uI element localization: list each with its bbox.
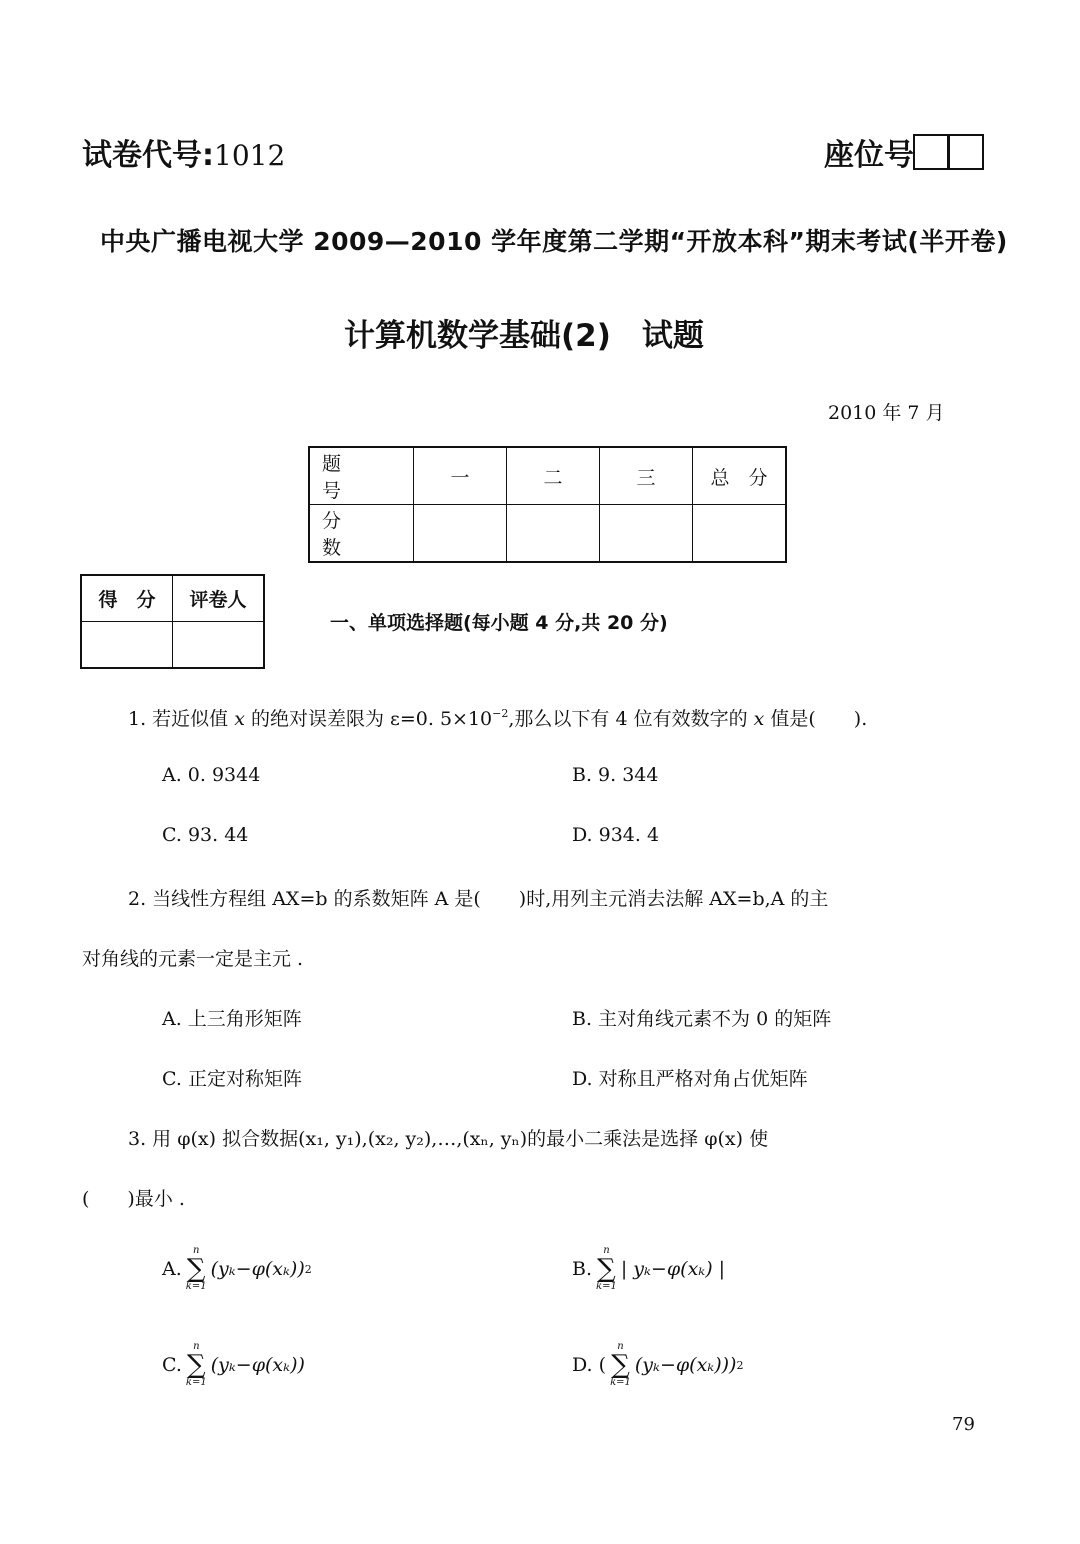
paper-code-value: 1012 [214,139,286,172]
subject-title: 计算机数学基础(2) 试题 [344,318,704,354]
q1-var-x: x [234,708,245,730]
q3-d-sup: 2 [736,1358,744,1372]
sigma-icon: n ∑ k=1 [185,1341,207,1388]
score-cell-2[interactable] [507,505,600,563]
q3-a-label: A. [162,1258,182,1280]
q3-c-label: C. [162,1354,182,1376]
q3-d-expr: (yₖ−φ(xₖ))) [634,1354,737,1376]
seat-label: 座位号 [824,138,914,173]
grader-name-label: 评卷人 [173,575,265,622]
score-table-col-1: 一 [414,447,507,505]
seat-box-2[interactable] [948,134,984,170]
q1-option-a: A. 0. 9344 [162,764,261,786]
q3-c-expr: (yₖ−φ(xₖ)) [210,1354,305,1376]
score-table-question-label: 题 号 [309,447,414,505]
q3-option-a [162,1246,312,1292]
q3-option-c [162,1342,305,1388]
score-table-score-row [309,505,786,563]
question-3-line-2: ( )最小 . [82,1188,185,1210]
q1-text-c: ,那么以下有 4 位有效数字的 [508,708,748,730]
question-2-line-1: 2. 当线性方程组 AX=b 的系数矩阵 A 是( )时,用列主元消去法解 AX=b,A 的主 [128,888,829,910]
sigma-icon: n ∑ k=1 [185,1245,207,1292]
score-table-col-2: 二 [507,447,600,505]
q3-d-label: D. ( [572,1354,607,1376]
question-3-line-1: 3. 用 φ(x) 拟合数据(x₁, y₁),(x₂, y₂),…,(xₙ, yₙ)的最小二乘法是选择 φ(x) 使 [128,1128,769,1150]
question-2-line-2: 对角线的元素一定是主元 . [82,948,304,970]
seat-number [824,130,984,174]
q3-b-label: B. [572,1258,593,1280]
grader-score-label: 得 分 [81,575,173,622]
grader-table [80,574,265,669]
section-1-title: 一、单项选择题(每小题 4 分,共 20 分) [330,612,668,634]
score-cell-1[interactable] [414,505,507,563]
score-table-total: 总 分 [693,447,787,505]
q1-exponent: −2 [492,707,509,720]
page-number: 79 [952,1414,975,1435]
q1-var-x-2: x [753,708,765,730]
paper-code [82,130,285,174]
q1-text-b: 的绝对误差限为 ε=0. 5×10 [250,708,493,730]
q2-option-c: C. 正定对称矩阵 [162,1068,302,1090]
q2-option-b: B. 主对角线元素不为 0 的矩阵 [572,1008,832,1030]
score-cell-total[interactable] [693,505,787,563]
seat-box-1[interactable] [913,134,949,170]
q1-text-d: 值是( ). [770,708,868,730]
sigma-icon: n ∑ k=1 [610,1341,631,1388]
q1-option-c: C. 93. 44 [162,824,249,846]
q3-a-sup: 2 [304,1262,312,1276]
q3-option-b [572,1246,725,1292]
grader-score-cell[interactable] [81,622,173,669]
score-table-score-label: 分 数 [309,505,414,563]
q1-text-a: 1. 若近似值 [128,708,229,730]
q2-option-d: D. 对称且严格对角占优矩阵 [572,1068,808,1090]
score-cell-3[interactable] [600,505,693,563]
q3-a-expr: (yₖ−φ(xₖ)) [210,1258,305,1280]
exam-date: 2010 年 7 月 [828,402,945,424]
q2-option-a: A. 上三角形矩阵 [162,1008,302,1030]
question-1 [128,704,867,731]
q1-option-b: B. 9. 344 [572,764,659,786]
q3-option-d [572,1342,743,1388]
sigma-icon: n ∑ k=1 [596,1245,617,1292]
exam-header: 中央广播电视大学 2009—2010 学年度第二学期“开放本科”期末考试(半开卷) [100,227,1008,256]
score-table [308,446,787,563]
score-table-header-row [309,447,786,505]
q3-b-expr: | yₖ−φ(xₖ) | [620,1258,726,1280]
paper-code-label: 试卷代号: [82,138,214,173]
grader-name-cell[interactable] [173,622,265,669]
score-table-col-3: 三 [600,447,693,505]
q1-option-d: D. 934. 4 [572,824,660,846]
